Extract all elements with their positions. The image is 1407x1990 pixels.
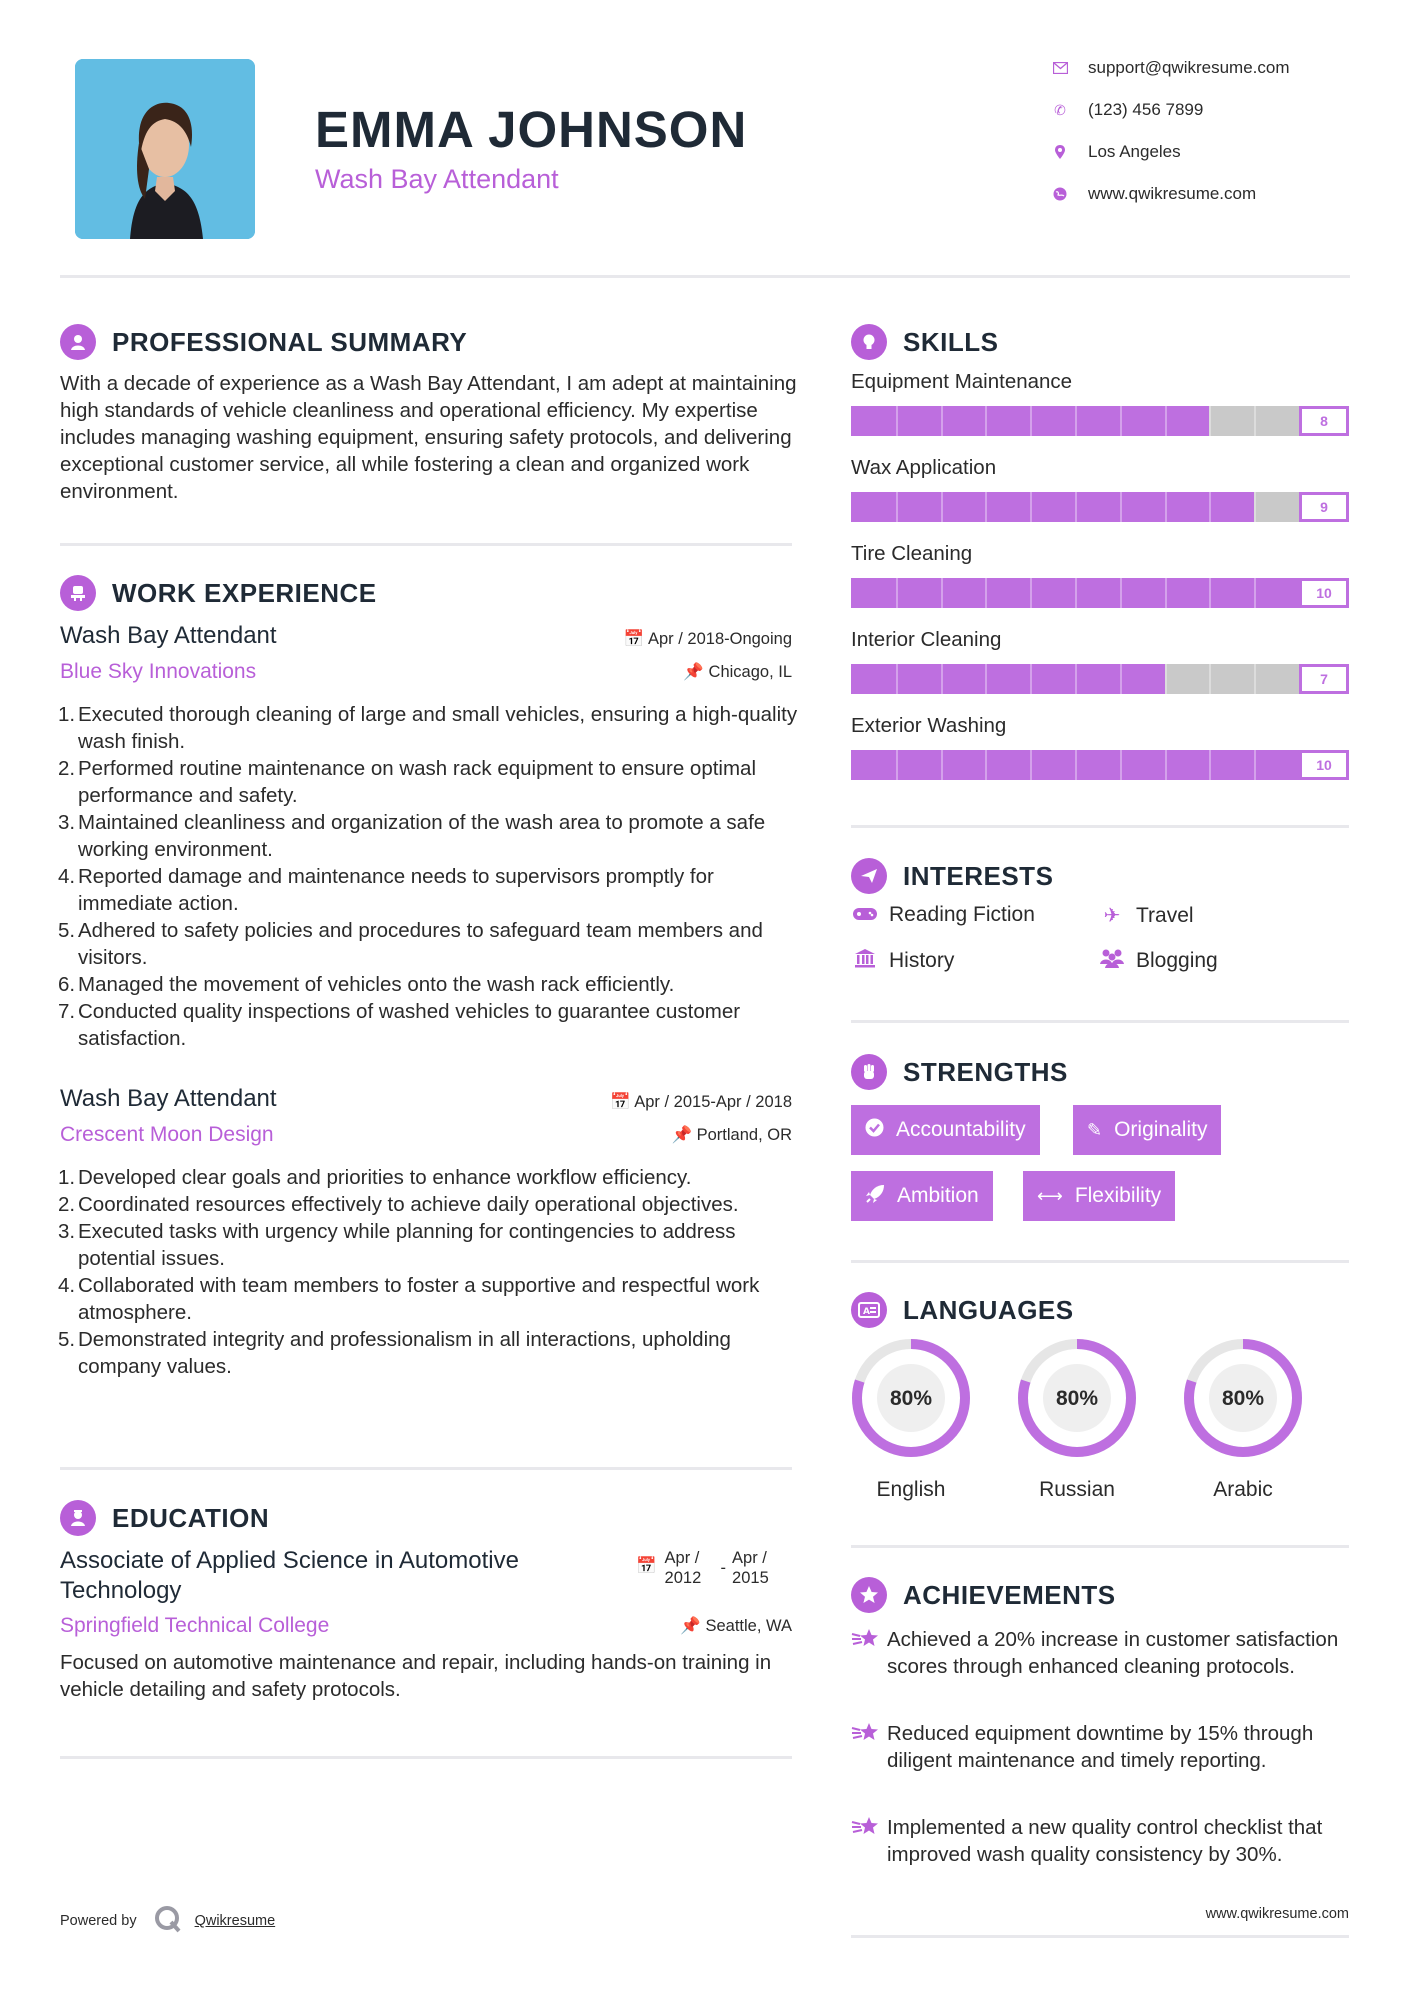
graduation-icon <box>60 1500 96 1536</box>
skill-bar-segment <box>896 492 898 522</box>
skill-bar-track <box>851 664 1299 694</box>
language-ring <box>1007 1333 1147 1463</box>
skill-bar-segment <box>1030 664 1032 694</box>
interest-label: Travel <box>1136 903 1194 927</box>
skill-bar-segment <box>1254 406 1256 436</box>
check-circle-icon <box>865 1118 884 1142</box>
education-dates <box>636 1548 782 1588</box>
skill-bar-segment <box>896 406 898 436</box>
contact-website-text: www.qwikresume.com <box>1088 184 1257 203</box>
skill-bar-segment <box>1209 750 1211 780</box>
list-item: 7. Conducted quality inspections of washed vehicles to guarantee customer satisfaction. <box>58 1000 741 1050</box>
skill-bar-segment <box>896 664 898 694</box>
education-heading-text: EDUCATION <box>112 1502 270 1533</box>
skill-bar <box>851 492 1349 522</box>
skill-bar-segment <box>1120 406 1122 436</box>
summary-heading <box>60 324 467 360</box>
envelope-icon <box>1052 60 1068 76</box>
languages-heading-text: LANGUAGES <box>903 1294 1074 1325</box>
contact-website[interactable] <box>1052 184 1256 204</box>
svg-text:A: A <box>863 1307 871 1317</box>
achievements-heading-text: ACHIEVEMENTS <box>903 1579 1116 1610</box>
list-item: 3. Executed tasks with urgency while planning for contingencies to address potential issues. <box>58 1220 736 1270</box>
qwikresume-link[interactable]: Qwikresume <box>194 1913 276 1929</box>
skill-bar-segment <box>1165 492 1167 522</box>
footer-site[interactable]: www.qwikresume.com <box>1205 1906 1349 1922</box>
skill-bar-segment <box>985 750 987 780</box>
paper-plane-icon <box>851 858 887 894</box>
job-dates <box>560 630 792 649</box>
achievement-item <box>851 1720 1349 1774</box>
skill-bar-segment <box>1254 750 1256 780</box>
rocket-icon <box>865 1184 885 1209</box>
shooting-star-icon <box>851 1720 887 1774</box>
skill-bar-segment <box>896 578 898 608</box>
achievement-item <box>851 1626 1349 1680</box>
achievement-text: Reduced equipment downtime by 15% through diligent maintenance and timely reporting. <box>887 1722 1314 1772</box>
interest-label: History <box>889 949 955 972</box>
skill-name: Exterior Washing <box>851 714 1007 737</box>
skill-bar-segment <box>1254 492 1256 522</box>
interest-item <box>1098 948 1218 974</box>
strength-label: Ambition <box>897 1184 979 1207</box>
interest-item <box>851 903 1035 927</box>
language-item <box>1007 1333 1147 1502</box>
calendar-icon: 📅 <box>636 1557 657 1575</box>
skill-level: 10 <box>1299 750 1349 780</box>
skills-heading <box>851 324 998 360</box>
achievement-text: Implemented a new quality control checklist that improved wash quality consistency by 30%. <box>887 1816 1323 1866</box>
list-item: 2. Performed routine maintenance on wash rack equipment to ensure optimal performance and safety. <box>58 757 757 807</box>
achievement-text: Achieved a 20% increase in customer satisfaction scores through enhanced cleaning protocols. <box>887 1628 1339 1678</box>
profile-photo <box>75 59 255 239</box>
interests-heading <box>851 858 1053 894</box>
skill-bar-segment <box>941 664 943 694</box>
skill-bar-segment <box>1030 750 1032 780</box>
language-item <box>1173 1333 1313 1502</box>
user-icon <box>60 324 96 360</box>
summary-divider <box>60 543 792 546</box>
calendar-icon: 📅 <box>623 630 645 648</box>
languages-list <box>841 1333 1313 1502</box>
list-item: 4. Reported damage and maintenance needs to supervisors promptly for immediate action. <box>58 865 714 915</box>
language-percent: 80% <box>1055 1387 1099 1410</box>
skill-bar-segment <box>941 578 943 608</box>
skill-bar-segment <box>1075 406 1077 436</box>
skill-item <box>851 370 1349 436</box>
gamepad-icon <box>851 904 879 927</box>
skill-level: 8 <box>1299 406 1349 436</box>
education-degree: Associate of Applied Science in Automotive Technology <box>60 1547 519 1604</box>
skill-bar-segment <box>1165 578 1167 608</box>
skill-bar-segment <box>1120 492 1122 522</box>
list-item: 5. Demonstrated integrity and professionalism in all interactions, upholding company values. <box>58 1328 731 1378</box>
skill-bar-segment <box>1075 750 1077 780</box>
work-heading <box>60 575 377 611</box>
interests-divider <box>851 1020 1349 1023</box>
contact-email[interactable] <box>1052 58 1290 78</box>
skill-bar-track <box>851 578 1299 608</box>
interests-heading-text: INTERESTS <box>903 860 1054 891</box>
skill-bar-segment <box>985 492 987 522</box>
pin-icon: 📌 <box>671 1126 693 1144</box>
education-heading <box>60 1500 269 1536</box>
skill-bar-segment <box>941 406 943 436</box>
skill-level: 7 <box>1299 664 1349 694</box>
skill-name: Interior Cleaning <box>851 628 1002 651</box>
date-separator: - <box>720 1559 727 1577</box>
language-percent: 80% <box>1221 1387 1265 1410</box>
achievement-item <box>851 1814 1349 1868</box>
candidate-name: EMMA JOHNSON <box>315 101 748 158</box>
skill-bar <box>851 578 1349 608</box>
skill-name: Wax Application <box>851 456 997 479</box>
shooting-star-icon <box>851 1814 887 1868</box>
list-item: 4. Collaborated with team members to foster a supportive and respectful work atmosphere. <box>58 1274 760 1324</box>
skill-bar <box>851 664 1349 694</box>
interest-item <box>1098 903 1194 928</box>
skills-heading-text: SKILLS <box>903 326 999 357</box>
pin-icon: 📌 <box>683 663 704 681</box>
language-name: English <box>876 1478 946 1501</box>
strength-label: Flexibility <box>1074 1184 1162 1207</box>
contact-phone-text: (123) 456 7899 <box>1088 100 1204 119</box>
job-dates-text: Apr / 2018-Ongoing <box>647 630 792 648</box>
skill-item <box>851 628 1349 694</box>
education-location-text: Seattle, WA <box>705 1617 792 1635</box>
work-divider <box>60 1467 792 1470</box>
briefcase-icon <box>60 575 96 611</box>
interest-item <box>851 948 954 974</box>
strength-chip <box>851 1105 1040 1155</box>
job-dates-text: Apr / 2015-Apr / 2018 <box>634 1093 792 1111</box>
list-item: 3. Maintained cleanliness and organization of the wash area to promote a safe working environment. <box>58 811 766 861</box>
skills-list <box>851 370 1349 800</box>
skill-bar <box>851 406 1349 436</box>
skill-bar-segment <box>941 750 943 780</box>
summary-text: With a decade of experience as a Wash Bay Attendant, I am adept at maintaining high standards of vehicle cleanliness and operational efficiency. My expertise includes managing washing equipment, ensuring safety protocols, and delivering exceptional customer service, all while fostering a clean and organized work environment. <box>60 372 797 503</box>
fist-icon <box>851 1054 887 1090</box>
skill-bar-segment <box>1165 664 1167 694</box>
list-item: 1. Developed clear goals and priorities to enhance workflow efficiency. <box>58 1166 692 1189</box>
skill-bar-segment <box>985 664 987 694</box>
skill-bar-segment <box>1030 578 1032 608</box>
summary-heading-text: PROFESSIONAL SUMMARY <box>112 326 468 357</box>
strength-label: Accountability <box>896 1118 1026 1141</box>
header-divider <box>60 275 1350 278</box>
skill-bar-segment <box>1209 406 1211 436</box>
pin-icon: 📌 <box>680 1617 701 1635</box>
pencil-icon: ✎ <box>1087 1119 1103 1140</box>
phone-icon: ✆ <box>1054 101 1066 118</box>
skill-bar-segment <box>1254 664 1256 694</box>
languages-divider <box>851 1545 1349 1548</box>
education-school: Springfield Technical College <box>60 1614 330 1637</box>
contact-phone[interactable] <box>1052 100 1203 120</box>
skill-bar-segment <box>1209 664 1211 694</box>
museum-icon <box>851 948 879 974</box>
education-location <box>560 1617 792 1636</box>
skill-bar-segment <box>1254 578 1256 608</box>
skill-bar-segment <box>1075 664 1077 694</box>
strength-chip <box>851 1171 993 1221</box>
skill-name: Equipment Maintenance <box>851 370 1073 393</box>
list-item: 2. Coordinated resources effectively to achieve daily operational objectives. <box>58 1193 739 1216</box>
users-icon <box>1098 948 1126 974</box>
list-item: 5. Adhered to safety policies and procedures to safeguard team members and visitors. <box>58 919 763 969</box>
qwikresume-logo-icon <box>153 1904 183 1938</box>
powered-by <box>60 1904 275 1938</box>
language-ring <box>841 1333 981 1463</box>
strengths-heading-text: STRENGTHS <box>903 1056 1068 1087</box>
skill-bar <box>851 750 1349 780</box>
job-location <box>560 1126 792 1145</box>
skill-bar-segment <box>1030 406 1032 436</box>
star-badge-icon <box>851 1577 887 1613</box>
job-bullets <box>60 1164 800 1380</box>
skill-bar-segment <box>1030 492 1032 522</box>
calendar-icon: 📅 <box>610 1093 631 1111</box>
education-start: Apr / 2012 <box>664 1549 702 1587</box>
strength-chip <box>1073 1105 1221 1155</box>
lightbulb-icon <box>851 324 887 360</box>
list-item: 6. Managed the movement of vehicles onto the wash rack efficiently. <box>58 973 675 996</box>
skill-bar-segment <box>985 578 987 608</box>
skill-item <box>851 714 1349 780</box>
job-location-text: Chicago, IL <box>708 663 792 681</box>
strengths-heading <box>851 1054 1068 1090</box>
list-item: 1. Executed thorough cleaning of large and small vehicles, ensuring a high-quality wash finish. <box>58 703 798 753</box>
language-percent: 80% <box>889 1387 933 1410</box>
skill-bar-segment <box>1075 492 1077 522</box>
job-company: Crescent Moon Design <box>60 1123 274 1146</box>
skill-bar-track <box>851 492 1299 522</box>
skill-bar-segment <box>1120 750 1122 780</box>
strength-label: Originality <box>1114 1118 1208 1141</box>
contact-email-text: support@qwikresume.com <box>1088 58 1290 77</box>
skill-bar-segment <box>1165 750 1167 780</box>
footer-divider <box>851 1935 1349 1938</box>
candidate-role: Wash Bay Attendant <box>315 164 559 194</box>
skill-bar-segment <box>1120 664 1122 694</box>
skill-bar-segment <box>1209 492 1211 522</box>
job-company: Blue Sky Innovations <box>60 660 257 683</box>
skill-bar-segment <box>896 750 898 780</box>
skill-name: Tire Cleaning <box>851 542 973 565</box>
skill-bar-track <box>851 750 1299 780</box>
job-location-text: Portland, OR <box>696 1126 792 1144</box>
language-name: Arabic <box>1213 1478 1273 1501</box>
strength-chip <box>1023 1171 1175 1221</box>
skill-bar-segment <box>1120 578 1122 608</box>
powered-by-text: Powered by <box>60 1913 137 1929</box>
strengths-divider <box>851 1260 1349 1263</box>
job-title: Wash Bay Attendant <box>60 622 277 649</box>
education-description: Focused on automotive maintenance and repair, including hands-on training in vehicle detailing and safety protocols. <box>60 1651 772 1701</box>
skill-bar-segment <box>1209 578 1211 608</box>
job-title: Wash Bay Attendant <box>60 1085 277 1112</box>
skill-item <box>851 456 1349 522</box>
interest-label: Reading Fiction <box>889 903 1035 926</box>
skill-bar-segment <box>941 492 943 522</box>
job-bullets <box>60 701 800 1052</box>
work-heading-text: WORK EXPERIENCE <box>112 577 377 608</box>
job-location <box>560 663 792 682</box>
language-icon <box>851 1292 887 1328</box>
skills-divider <box>851 825 1349 828</box>
contact-location-text: Los Angeles <box>1088 142 1181 161</box>
skill-level: 10 <box>1299 578 1349 608</box>
map-pin-icon <box>1052 144 1068 160</box>
skill-bar-segment <box>1165 406 1167 436</box>
skill-item <box>851 542 1349 608</box>
arrows-horizontal-icon: ⟷ <box>1037 1185 1063 1206</box>
interest-label: Blogging <box>1136 949 1218 972</box>
contact-location <box>1052 142 1181 162</box>
skill-level: 9 <box>1299 492 1349 522</box>
language-ring <box>1173 1333 1313 1463</box>
education-divider <box>60 1756 792 1759</box>
language-item <box>841 1333 981 1502</box>
job-dates <box>540 1093 792 1112</box>
language-name: Russian <box>1039 1478 1115 1501</box>
plane-icon: ✈ <box>1103 905 1121 927</box>
skill-bar-segment <box>1075 578 1077 608</box>
skill-bar-track <box>851 406 1299 436</box>
education-end: Apr / 2015 <box>732 1549 769 1587</box>
globe-icon <box>1052 186 1068 202</box>
languages-heading <box>851 1292 1074 1328</box>
shooting-star-icon <box>851 1626 887 1680</box>
skill-bar-segment <box>985 406 987 436</box>
skill-bar-fill <box>851 664 1165 694</box>
skill-bar-fill <box>851 492 1254 522</box>
achievements-heading <box>851 1577 1116 1613</box>
